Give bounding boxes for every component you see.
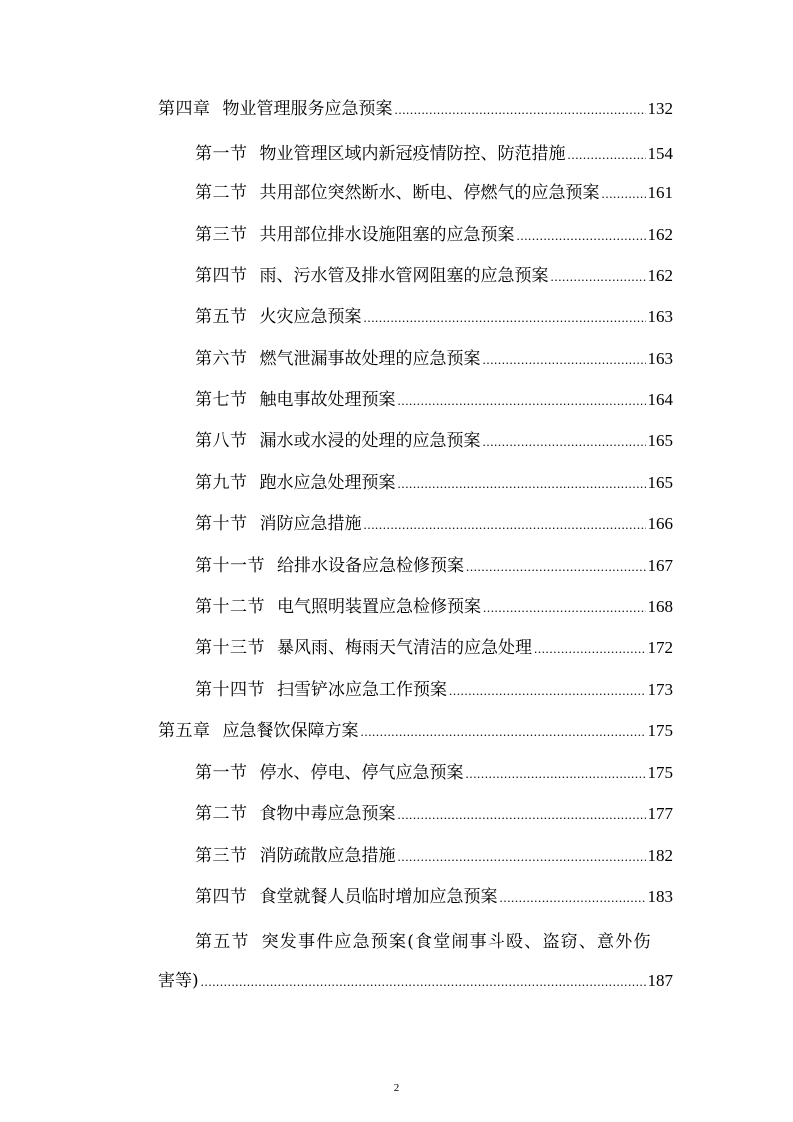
toc-section-number: 第五节 — [195, 307, 248, 326]
toc-chapter-title: 物业管理服务应急预案 — [222, 99, 393, 119]
toc-section-title: 食物中毒应急预案 — [259, 804, 396, 824]
toc-section-title: 触电事故处理预案 — [259, 390, 396, 410]
toc-section-title: 食堂就餐人员临时增加应急预案 — [259, 887, 498, 907]
toc-section[interactable] — [195, 221, 673, 249]
toc-leader-dots — [201, 968, 646, 996]
toc-leader-dots — [398, 801, 646, 829]
toc-page-number: 183 — [647, 887, 673, 906]
toc-section-title: 电气照明装置应急检修预案 — [277, 597, 481, 617]
toc-leader-dots — [398, 387, 646, 415]
toc-section[interactable] — [195, 345, 673, 373]
toc-page-number: 173 — [647, 680, 673, 699]
toc-chapter-number: 第四章 — [158, 99, 211, 118]
toc-leader-dots — [395, 96, 646, 124]
toc-leader-dots — [398, 843, 646, 871]
toc-section[interactable] — [195, 303, 673, 331]
toc-page-number: 162 — [647, 225, 673, 244]
toc-page-number: 164 — [647, 390, 673, 409]
toc-section-number: 第五节 — [195, 932, 250, 952]
toc-page-number: 162 — [647, 266, 673, 285]
toc-section[interactable] — [195, 427, 673, 455]
toc-page-number: 175 — [647, 721, 673, 740]
toc-section[interactable] — [195, 510, 673, 538]
toc-section-title: 突发事件应急预案(食堂闹事斗殴、盗窃、意外伤 — [261, 932, 652, 952]
toc-section[interactable] — [195, 676, 673, 704]
toc-section-title: 漏水或水浸的处理的应急预案 — [259, 431, 481, 451]
toc-leader-dots — [602, 180, 646, 208]
toc-section-wrapped-line1[interactable] — [195, 928, 652, 956]
toc-page-number: 163 — [647, 307, 673, 326]
toc-section-title: 雨、污水管及排水管网阻塞的应急预案 — [259, 266, 549, 286]
toc-leader-dots — [534, 635, 646, 663]
toc-section[interactable] — [195, 800, 673, 828]
toc-section[interactable] — [195, 469, 673, 497]
toc-leader-dots — [517, 222, 646, 250]
toc-section[interactable] — [195, 593, 673, 621]
toc-section[interactable] — [195, 842, 673, 870]
toc-page-number: 161 — [647, 183, 673, 202]
toc-leader-dots — [449, 677, 646, 705]
footer-page-number: 2 — [393, 1082, 400, 1094]
toc-section-number: 第八节 — [195, 431, 248, 450]
toc-leader-dots — [398, 470, 646, 498]
toc-leader-dots — [551, 263, 646, 291]
toc-page-number: 166 — [647, 514, 673, 533]
toc-leader-dots — [568, 141, 646, 169]
toc-section-title: 停水、停电、停气应急预案 — [259, 763, 464, 783]
toc-section-title-continued: 害等) — [158, 971, 199, 991]
toc-section-number: 第十一节 — [195, 556, 265, 575]
toc-leader-dots — [483, 594, 646, 622]
toc-section-title: 消防疏散应急措施 — [259, 846, 396, 866]
toc-section-number: 第三节 — [195, 846, 248, 865]
toc-page-number: 154 — [647, 144, 673, 163]
toc-section-number: 第一节 — [195, 144, 248, 163]
toc-section-title: 消防应急措施 — [259, 514, 362, 534]
toc-page-number: 172 — [647, 638, 673, 657]
toc-section-number: 第二节 — [195, 804, 248, 823]
toc-section-number: 第十三节 — [195, 638, 265, 657]
toc-section-number: 第四节 — [195, 887, 248, 906]
toc-section[interactable] — [195, 386, 673, 414]
toc-section-title: 给排水设备应急检修预案 — [277, 556, 464, 576]
toc-section[interactable] — [195, 179, 673, 207]
toc-section[interactable] — [195, 634, 673, 662]
toc-section[interactable] — [195, 883, 673, 911]
toc-section-title: 共用部位排水设施阻塞的应急预案 — [259, 225, 515, 245]
toc-section-number: 第三节 — [195, 225, 248, 244]
toc-leader-dots — [361, 718, 646, 746]
toc-section-number: 第二节 — [195, 183, 248, 202]
toc-section[interactable] — [195, 140, 673, 168]
toc-chapter-title: 应急餐饮保障方案 — [222, 721, 359, 741]
toc-section-title: 扫雪铲冰应急工作预案 — [277, 680, 447, 700]
toc-section-title: 跑水应急处理预案 — [259, 473, 396, 493]
toc-page-number: 132 — [647, 99, 673, 118]
toc-leader-dots — [483, 428, 646, 456]
toc-section[interactable] — [195, 552, 673, 580]
toc-section-number: 第七节 — [195, 390, 248, 409]
toc-section-title: 共用部位突然断水、断电、停燃气的应急预案 — [259, 183, 600, 203]
toc-chapter-number: 第五章 — [158, 721, 211, 740]
toc-leader-dots — [466, 760, 646, 788]
toc-leader-dots — [483, 346, 646, 374]
toc-chapter-4[interactable] — [158, 95, 673, 123]
toc-section-number: 第十节 — [195, 514, 248, 533]
toc-page-number: 187 — [647, 971, 673, 990]
toc-leader-dots — [364, 511, 646, 539]
toc-page-number: 167 — [647, 556, 673, 575]
toc-section[interactable] — [195, 262, 673, 290]
toc-page-number: 182 — [647, 846, 673, 865]
toc-section-title: 火灾应急预案 — [259, 307, 362, 327]
toc-section-number: 第六节 — [195, 349, 248, 368]
toc-section-number: 第十二节 — [195, 597, 265, 616]
toc-chapter-5[interactable] — [158, 717, 673, 745]
toc-page-number: 175 — [647, 763, 673, 782]
toc-section-number: 第一节 — [195, 763, 248, 782]
toc-page-number: 177 — [647, 804, 673, 823]
toc-section-title: 暴风雨、梅雨天气清洁的应急处理 — [277, 638, 532, 658]
toc-section-wrapped-line2[interactable] — [158, 967, 673, 995]
toc-section-number: 第十四节 — [195, 680, 265, 699]
toc-page-number: 168 — [647, 597, 673, 616]
toc-section-number: 第九节 — [195, 473, 248, 492]
toc-page-number: 163 — [647, 349, 673, 368]
toc-leader-dots — [466, 553, 646, 581]
toc-section-number: 第四节 — [195, 266, 248, 285]
toc-leader-dots — [364, 304, 646, 332]
toc-section-title: 燃气泄漏事故处理的应急预案 — [259, 349, 481, 369]
toc-section[interactable] — [195, 759, 673, 787]
toc-page-number: 165 — [647, 431, 673, 450]
toc-section-title: 物业管理区域内新冠疫情防控、防范措施 — [259, 144, 566, 164]
toc-page-number: 165 — [647, 473, 673, 492]
toc-leader-dots — [500, 884, 646, 912]
